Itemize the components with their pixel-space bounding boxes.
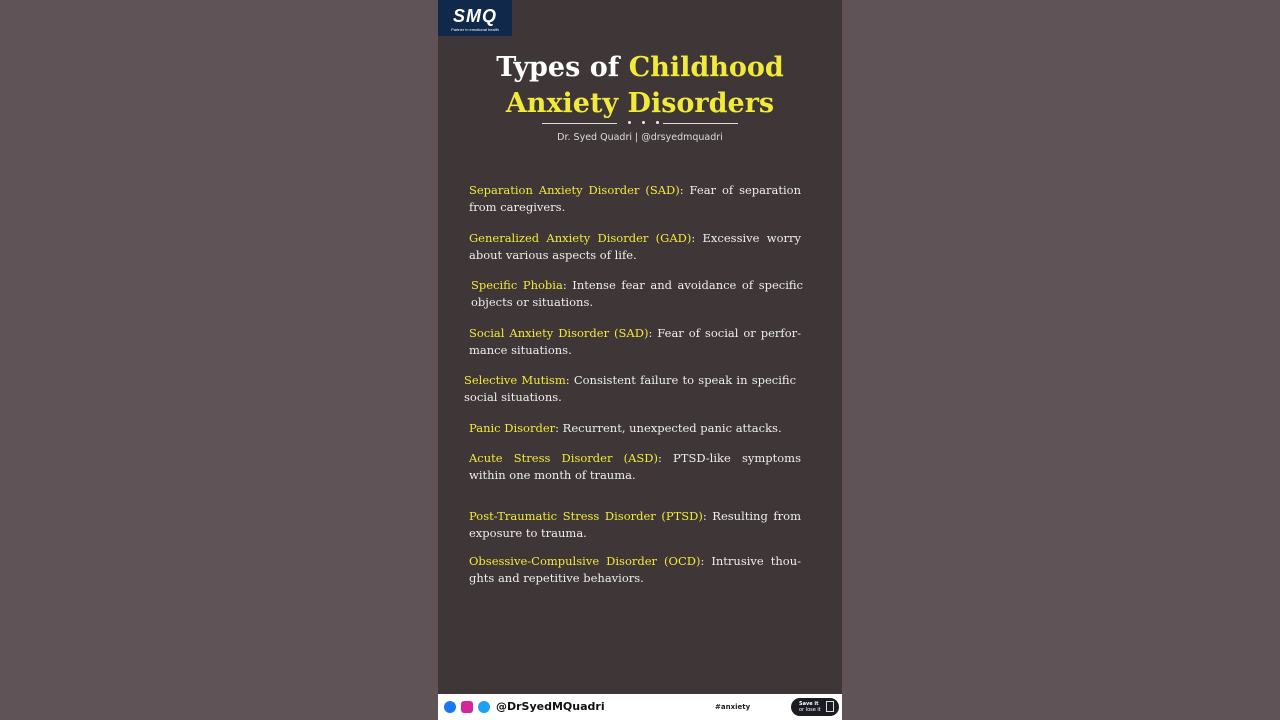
disorder-name: Acute Stress Disorder (ASD) bbox=[469, 451, 658, 465]
bookmark-icon bbox=[826, 701, 834, 712]
title-divider bbox=[542, 122, 738, 124]
disorder-name: Panic Disorder bbox=[469, 421, 556, 435]
list-item bbox=[469, 182, 801, 216]
list-item bbox=[469, 230, 801, 264]
disorder-description: : Intense fear and avoidance of specific objects or situations. bbox=[471, 278, 803, 309]
page-title bbox=[438, 50, 842, 122]
byline: Dr. Syed Quadri | @drsyedmquadri bbox=[557, 132, 723, 143]
disorder-name: Separation Anxiety Disorder (SAD) bbox=[469, 183, 680, 197]
title-line2: Anxiety Disorders bbox=[505, 88, 775, 119]
disorder-description: : Recurrent, unexpected panic attacks. bbox=[555, 421, 782, 435]
disorder-name: Social Anxiety Disorder (SAD) bbox=[469, 326, 649, 340]
smq-logo bbox=[438, 0, 512, 36]
disorder-name: Generalized Anxiety Disorder (GAD) bbox=[469, 231, 692, 245]
title-part1: Types of bbox=[496, 52, 629, 83]
list-item bbox=[469, 420, 801, 437]
disorder-description: : Excessive worry about various aspects of life. bbox=[469, 231, 801, 262]
save-line1: Save it bbox=[799, 701, 819, 707]
facebook-icon[interactable] bbox=[444, 701, 456, 713]
post-panel bbox=[438, 0, 842, 720]
disorder-description: : Fear of separation from caregivers. bbox=[469, 183, 801, 214]
title-part2: Childhood bbox=[628, 52, 784, 83]
disorder-name: Selective Mutism bbox=[464, 373, 566, 387]
disorder-description: : Intrusive thou-ghts and repetitive behaviors. bbox=[469, 554, 801, 585]
logo-mark: SMQ bbox=[452, 6, 497, 26]
list-item bbox=[469, 553, 801, 587]
disorder-name: Obsessive-Compulsive Disorder (OCD) bbox=[469, 554, 701, 568]
social-handle: @DrSyedMQuadri bbox=[496, 700, 605, 713]
twitter-icon[interactable] bbox=[478, 701, 490, 713]
disorder-description: : Consistent failure to speak in specific social situations. bbox=[464, 373, 797, 404]
instagram-icon[interactable] bbox=[461, 701, 473, 713]
disorder-name: Post-Traumatic Stress Disorder (PTSD) bbox=[469, 509, 703, 523]
list-item bbox=[469, 450, 801, 484]
list-item bbox=[469, 325, 801, 359]
disorder-description: : PTSD-like symptoms within one month of trauma. bbox=[469, 451, 801, 482]
list-item bbox=[469, 508, 801, 542]
list-item bbox=[464, 372, 796, 406]
disorder-name: Specific Phobia bbox=[471, 278, 563, 292]
disorder-description: : Fear of social or perfor-mance situations. bbox=[469, 326, 801, 357]
logo-tagline: Partner in emotional health bbox=[451, 27, 499, 32]
hashtag: #anxiety bbox=[715, 703, 751, 711]
save-badge bbox=[791, 698, 839, 716]
disorder-description: : Resulting from exposure to trauma. bbox=[469, 509, 801, 540]
list-item bbox=[471, 277, 803, 311]
save-line2: or lose it bbox=[799, 707, 821, 713]
footer-bar bbox=[438, 694, 842, 720]
